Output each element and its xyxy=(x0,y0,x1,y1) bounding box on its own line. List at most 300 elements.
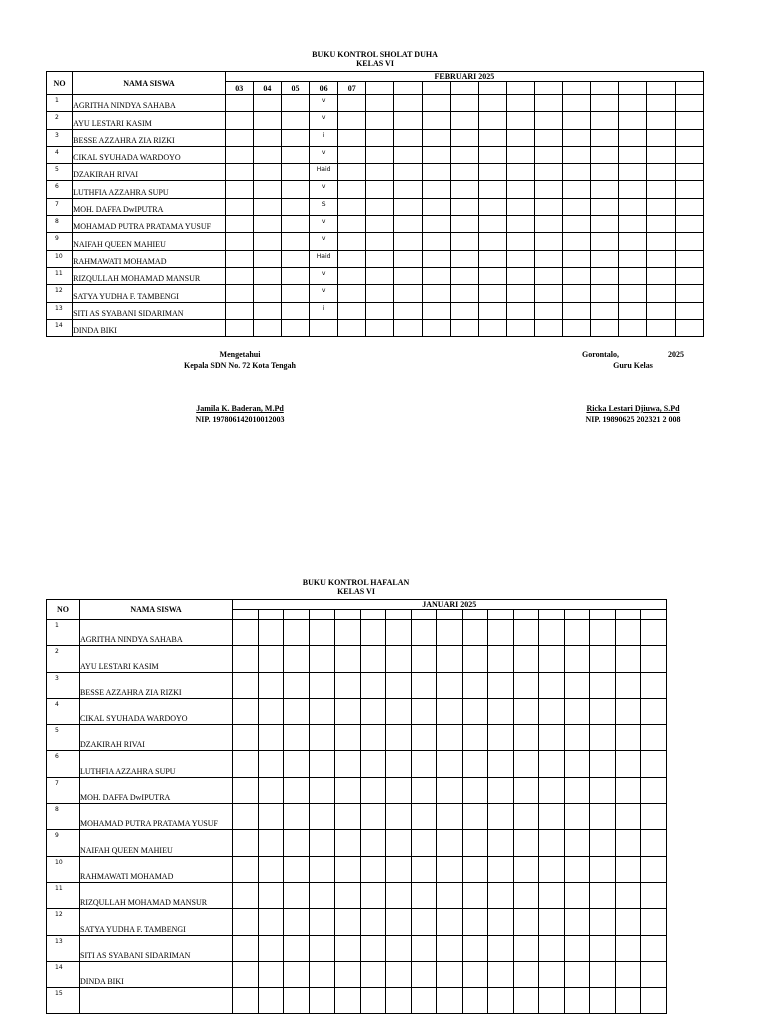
memorization-cell xyxy=(309,646,335,672)
row-number: 7 xyxy=(47,198,73,215)
attendance-cell xyxy=(619,233,647,250)
memorization-cell xyxy=(462,725,488,751)
table-row xyxy=(47,164,704,181)
date-header xyxy=(284,610,310,620)
row-number: 7 xyxy=(47,777,80,803)
memorization-cell xyxy=(233,882,259,908)
attendance-cell xyxy=(253,198,281,215)
memorization-cell xyxy=(615,698,641,724)
attendance-cell xyxy=(478,302,506,319)
attendance-cell xyxy=(422,319,450,336)
attendance-cell xyxy=(647,146,675,163)
memorization-cell xyxy=(488,856,514,882)
memorization-cell xyxy=(488,830,514,856)
memorization-cell xyxy=(488,672,514,698)
memorization-cell xyxy=(233,804,259,830)
memorization-cell xyxy=(284,751,310,777)
attendance-cell xyxy=(478,216,506,233)
table-row xyxy=(47,882,667,908)
attendance-cell xyxy=(675,198,704,215)
table-row xyxy=(47,285,704,302)
memorization-cell xyxy=(335,646,361,672)
attendance-cell xyxy=(422,302,450,319)
memorization-cell xyxy=(590,856,616,882)
date-header: 06 xyxy=(310,82,338,95)
table-row xyxy=(47,250,704,267)
attendance-cell xyxy=(647,112,675,129)
student-name: RIZQULLAH MOHAMAD MANSUR xyxy=(73,267,226,284)
attendance-cell xyxy=(591,302,619,319)
memorization-cell xyxy=(258,935,284,961)
attendance-cell xyxy=(225,267,253,284)
memorization-cell xyxy=(462,646,488,672)
attendance-cell: v xyxy=(310,216,338,233)
date-header xyxy=(647,82,675,95)
attendance-cell xyxy=(619,285,647,302)
attendance-cell: Haid xyxy=(310,250,338,267)
memorization-cell xyxy=(309,961,335,987)
attendance-cell xyxy=(534,319,562,336)
attendance-cell xyxy=(225,302,253,319)
memorization-cell xyxy=(360,698,386,724)
attendance-cell xyxy=(619,129,647,146)
memorization-cell xyxy=(488,777,514,803)
row-number: 5 xyxy=(47,164,73,181)
student-name: DZAKIRAH RIVAI xyxy=(80,725,233,751)
attendance-cell: v xyxy=(310,146,338,163)
memorization-cell xyxy=(233,830,259,856)
memorization-cell xyxy=(539,646,565,672)
row-number: 1 xyxy=(47,95,73,112)
attendance-cell xyxy=(366,285,394,302)
attendance-cell xyxy=(534,233,562,250)
attendance-cell xyxy=(450,129,478,146)
memorization-cell xyxy=(335,988,361,1014)
attendance-cell xyxy=(534,112,562,129)
table-row xyxy=(47,198,704,215)
attendance-cell: S xyxy=(310,198,338,215)
attendance-cell xyxy=(422,112,450,129)
attendance-cell xyxy=(366,250,394,267)
student-name: SATYA YUDHA F. TAMBENGI xyxy=(73,285,226,302)
row-number: 9 xyxy=(47,830,80,856)
attendance-cell xyxy=(422,216,450,233)
memorization-cell xyxy=(360,935,386,961)
memorization-cell xyxy=(284,725,310,751)
student-name: DZAKIRAH RIVAI xyxy=(73,164,226,181)
memorization-cell xyxy=(284,909,310,935)
memorization-cell xyxy=(309,672,335,698)
memorization-cell xyxy=(437,698,463,724)
student-name: AYU LESTARI KASIM xyxy=(80,646,233,672)
attendance-cell xyxy=(366,302,394,319)
memorization-cell xyxy=(258,698,284,724)
memorization-cell xyxy=(539,830,565,856)
hafalan-title: BUKU KONTROL HAFALAN xyxy=(302,578,410,587)
attendance-cell xyxy=(422,146,450,163)
attendance-cell xyxy=(253,129,281,146)
attendance-cell xyxy=(675,250,704,267)
memorization-cell xyxy=(615,777,641,803)
memorization-cell xyxy=(539,672,565,698)
attendance-cell xyxy=(450,302,478,319)
attendance-cell xyxy=(394,129,422,146)
memorization-cell xyxy=(360,961,386,987)
attendance-cell xyxy=(619,250,647,267)
attendance-cell xyxy=(338,319,366,336)
attendance-cell xyxy=(563,302,591,319)
table-row xyxy=(47,672,667,698)
memorization-cell xyxy=(462,909,488,935)
attendance-cell xyxy=(225,129,253,146)
memorization-cell xyxy=(539,935,565,961)
memorization-cell xyxy=(641,882,667,908)
attendance-cell xyxy=(506,198,534,215)
hafalan-table xyxy=(46,599,667,1014)
memorization-cell xyxy=(360,830,386,856)
attendance-cell xyxy=(310,319,338,336)
attendance-cell xyxy=(253,146,281,163)
memorization-cell xyxy=(539,698,565,724)
col-name-header: NAMA SISWA xyxy=(73,72,226,95)
memorization-cell xyxy=(335,909,361,935)
duha-class: KELAS VI xyxy=(356,59,394,68)
memorization-cell xyxy=(335,725,361,751)
memorization-cell xyxy=(513,909,539,935)
memorization-cell xyxy=(641,725,667,751)
attendance-cell xyxy=(591,146,619,163)
memorization-cell xyxy=(411,777,437,803)
attendance-cell xyxy=(450,216,478,233)
col-no-header: NO xyxy=(47,600,80,620)
memorization-cell xyxy=(590,751,616,777)
sign-left-role: Kepala SDN No. 72 Kota Tengah xyxy=(183,361,297,370)
memorization-cell xyxy=(335,751,361,777)
table-row xyxy=(47,302,704,319)
row-number: 1 xyxy=(47,620,80,646)
attendance-cell xyxy=(675,285,704,302)
row-number: 6 xyxy=(47,181,73,198)
memorization-cell xyxy=(284,672,310,698)
attendance-cell xyxy=(281,198,309,215)
attendance-cell xyxy=(478,146,506,163)
memorization-cell xyxy=(258,882,284,908)
attendance-cell xyxy=(225,233,253,250)
row-number: 15 xyxy=(47,988,80,1014)
memorization-cell xyxy=(513,830,539,856)
row-number: 2 xyxy=(47,112,73,129)
attendance-cell xyxy=(478,285,506,302)
attendance-cell xyxy=(394,302,422,319)
memorization-cell xyxy=(615,961,641,987)
attendance-cell xyxy=(281,181,309,198)
memorization-cell xyxy=(233,646,259,672)
sign-right-role: Guru Kelas xyxy=(613,361,653,370)
attendance-cell xyxy=(225,95,253,112)
memorization-cell xyxy=(513,751,539,777)
attendance-cell xyxy=(281,250,309,267)
table-row xyxy=(47,181,704,198)
attendance-cell xyxy=(253,112,281,129)
memorization-cell xyxy=(284,830,310,856)
attendance-cell xyxy=(422,95,450,112)
attendance-cell xyxy=(225,112,253,129)
memorization-cell xyxy=(386,909,412,935)
memorization-cell xyxy=(335,620,361,646)
memorization-cell xyxy=(233,909,259,935)
memorization-cell xyxy=(411,672,437,698)
attendance-cell xyxy=(281,267,309,284)
attendance-cell xyxy=(338,112,366,129)
attendance-cell xyxy=(281,285,309,302)
memorization-cell xyxy=(513,672,539,698)
table-row xyxy=(47,146,704,163)
attendance-cell xyxy=(366,164,394,181)
attendance-cell xyxy=(478,95,506,112)
attendance-cell xyxy=(563,216,591,233)
attendance-cell xyxy=(675,146,704,163)
attendance-cell xyxy=(422,250,450,267)
memorization-cell xyxy=(590,961,616,987)
date-header xyxy=(437,610,463,620)
attendance-cell xyxy=(281,216,309,233)
memorization-cell xyxy=(539,620,565,646)
memorization-cell xyxy=(437,830,463,856)
memorization-cell xyxy=(411,882,437,908)
memorization-cell xyxy=(564,909,590,935)
attendance-cell xyxy=(647,233,675,250)
date-header xyxy=(513,610,539,620)
memorization-cell xyxy=(233,751,259,777)
attendance-cell xyxy=(338,267,366,284)
attendance-cell xyxy=(366,216,394,233)
memorization-cell xyxy=(258,672,284,698)
attendance-cell xyxy=(450,319,478,336)
attendance-cell xyxy=(478,267,506,284)
attendance-cell xyxy=(647,319,675,336)
date-header xyxy=(539,610,565,620)
attendance-cell xyxy=(478,319,506,336)
memorization-cell xyxy=(386,882,412,908)
sign-right-name: Ricka Lestari Djiuwa, S.Pd xyxy=(586,404,680,413)
attendance-cell xyxy=(478,198,506,215)
attendance-cell xyxy=(422,198,450,215)
memorization-cell xyxy=(539,751,565,777)
memorization-cell xyxy=(284,777,310,803)
memorization-cell xyxy=(411,620,437,646)
memorization-cell xyxy=(386,988,412,1014)
row-number: 5 xyxy=(47,725,80,751)
memorization-cell xyxy=(539,909,565,935)
attendance-cell xyxy=(338,95,366,112)
date-header xyxy=(422,82,450,95)
table-row xyxy=(47,267,704,284)
attendance-cell xyxy=(281,164,309,181)
memorization-cell xyxy=(488,804,514,830)
attendance-cell xyxy=(675,129,704,146)
attendance-cell xyxy=(647,302,675,319)
memorization-cell xyxy=(309,698,335,724)
attendance-cell xyxy=(394,146,422,163)
attendance-cell xyxy=(338,285,366,302)
attendance-cell xyxy=(281,129,309,146)
attendance-cell xyxy=(675,267,704,284)
memorization-cell xyxy=(258,961,284,987)
attendance-cell xyxy=(394,95,422,112)
date-header xyxy=(615,610,641,620)
attendance-cell xyxy=(338,146,366,163)
student-name: RIZQULLAH MOHAMAD MANSUR xyxy=(80,882,233,908)
memorization-cell xyxy=(335,830,361,856)
attendance-cell xyxy=(422,233,450,250)
date-header xyxy=(394,82,422,95)
memorization-cell xyxy=(233,988,259,1014)
attendance-cell: v xyxy=(310,112,338,129)
attendance-cell xyxy=(506,216,534,233)
memorization-cell xyxy=(233,698,259,724)
attendance-cell xyxy=(647,216,675,233)
attendance-cell xyxy=(591,216,619,233)
memorization-cell xyxy=(590,988,616,1014)
row-number: 3 xyxy=(47,672,80,698)
attendance-cell xyxy=(225,164,253,181)
date-header xyxy=(462,610,488,620)
date-header xyxy=(258,610,284,620)
attendance-cell xyxy=(506,112,534,129)
attendance-cell xyxy=(591,250,619,267)
memorization-cell xyxy=(564,882,590,908)
attendance-cell: v xyxy=(310,95,338,112)
attendance-cell xyxy=(478,164,506,181)
memorization-cell xyxy=(386,698,412,724)
memorization-cell xyxy=(462,620,488,646)
attendance-cell xyxy=(253,164,281,181)
memorization-cell xyxy=(615,935,641,961)
row-number: 8 xyxy=(47,804,80,830)
hafalan-class: KELAS VI xyxy=(337,587,375,596)
date-header xyxy=(366,82,394,95)
row-number: 2 xyxy=(47,646,80,672)
sign-left-nip: NIP. 197806142010012003 xyxy=(195,415,285,424)
attendance-cell xyxy=(281,95,309,112)
student-name: MOH. DAFFA DwIPUTRA xyxy=(80,777,233,803)
memorization-cell xyxy=(590,804,616,830)
memorization-cell xyxy=(462,830,488,856)
date-header xyxy=(478,82,506,95)
row-number: 11 xyxy=(47,267,73,284)
attendance-cell xyxy=(338,164,366,181)
student-name: MOHAMAD PUTRA PRATAMA YUSUF xyxy=(80,804,233,830)
table-row xyxy=(47,777,667,803)
attendance-cell xyxy=(563,95,591,112)
sign-right-nip: NIP. 19890625 202321 2 008 xyxy=(585,415,681,424)
date-header xyxy=(506,82,534,95)
memorization-cell xyxy=(641,620,667,646)
memorization-cell xyxy=(386,777,412,803)
attendance-cell xyxy=(281,112,309,129)
student-name: BESSE AZZAHRA ZIA RIZKI xyxy=(80,672,233,698)
memorization-cell xyxy=(437,882,463,908)
memorization-cell xyxy=(386,961,412,987)
student-name: CIKAL SYUHADA WARDOYO xyxy=(73,146,226,163)
attendance-cell xyxy=(506,302,534,319)
attendance-cell xyxy=(253,250,281,267)
attendance-cell xyxy=(563,267,591,284)
memorization-cell xyxy=(437,646,463,672)
memorization-cell xyxy=(437,620,463,646)
memorization-cell xyxy=(284,882,310,908)
student-name: AYU LESTARI KASIM xyxy=(73,112,226,129)
memorization-cell xyxy=(309,856,335,882)
attendance-cell xyxy=(647,95,675,112)
attendance-cell xyxy=(647,285,675,302)
attendance-cell xyxy=(366,112,394,129)
attendance-cell xyxy=(563,198,591,215)
date-header xyxy=(335,610,361,620)
memorization-cell xyxy=(411,804,437,830)
attendance-cell xyxy=(675,233,704,250)
student-name: NAIFAH QUEEN MAHIEU xyxy=(73,233,226,250)
attendance-cell xyxy=(394,198,422,215)
memorization-cell xyxy=(513,856,539,882)
table-row xyxy=(47,319,704,336)
row-number: 4 xyxy=(47,698,80,724)
attendance-cell xyxy=(253,267,281,284)
memorization-cell xyxy=(488,751,514,777)
attendance-cell xyxy=(253,216,281,233)
attendance-cell xyxy=(591,129,619,146)
memorization-cell xyxy=(462,935,488,961)
memorization-cell xyxy=(411,935,437,961)
attendance-cell xyxy=(563,164,591,181)
memorization-cell xyxy=(258,620,284,646)
memorization-cell xyxy=(437,672,463,698)
memorization-cell xyxy=(309,909,335,935)
attendance-cell xyxy=(563,112,591,129)
memorization-cell xyxy=(258,646,284,672)
memorization-cell xyxy=(411,856,437,882)
memorization-cell xyxy=(258,751,284,777)
memorization-cell xyxy=(615,646,641,672)
attendance-cell xyxy=(422,267,450,284)
date-header xyxy=(386,610,412,620)
attendance-cell xyxy=(478,112,506,129)
memorization-cell xyxy=(513,620,539,646)
attendance-cell xyxy=(450,250,478,267)
attendance-cell xyxy=(647,181,675,198)
memorization-cell xyxy=(513,646,539,672)
memorization-cell xyxy=(513,698,539,724)
date-header xyxy=(233,610,259,620)
sign-right-year: 2025 xyxy=(668,350,684,359)
memorization-cell xyxy=(488,725,514,751)
memorization-cell xyxy=(233,935,259,961)
memorization-cell xyxy=(513,961,539,987)
attendance-cell xyxy=(534,181,562,198)
memorization-cell xyxy=(437,751,463,777)
memorization-cell xyxy=(258,830,284,856)
attendance-cell xyxy=(534,129,562,146)
student-name: AGRITHA NINDYA SAHABA xyxy=(73,95,226,112)
attendance-cell xyxy=(366,319,394,336)
attendance-cell xyxy=(506,181,534,198)
attendance-cell: v xyxy=(310,181,338,198)
attendance-cell xyxy=(338,233,366,250)
memorization-cell xyxy=(462,988,488,1014)
memorization-cell xyxy=(437,777,463,803)
memorization-cell xyxy=(258,988,284,1014)
col-no-header: NO xyxy=(47,72,73,95)
